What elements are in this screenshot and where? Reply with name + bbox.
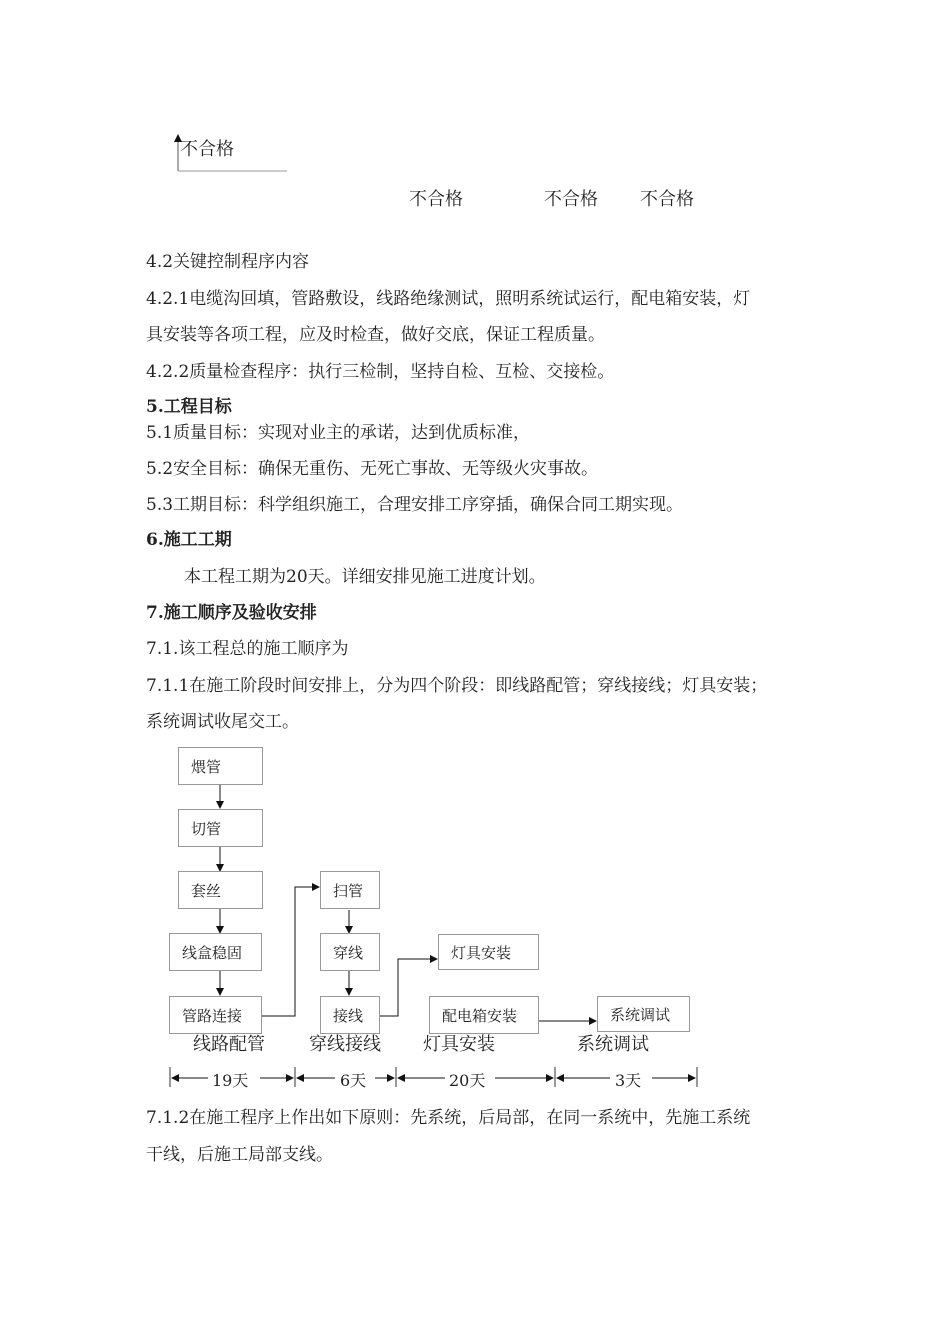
fail-label-2: 不合格	[409, 189, 463, 210]
heading-7: 7.施工顺序及验收安排	[146, 603, 317, 623]
fail-label-3: 不合格	[544, 189, 598, 210]
para-5-2: 5.2安全目标：确保无重伤、无死亡事故、无等级火灾事故。	[146, 459, 599, 479]
phase-label-3: 灯具安装	[423, 1034, 495, 1055]
box-xitong-tiaoshi: 系统调试	[597, 996, 690, 1032]
heading-4-2: 4.2关键控制程序内容	[146, 252, 310, 272]
box-guanlu-lianjie: 管路连接	[169, 996, 262, 1034]
fail-label-1: 不合格	[180, 139, 234, 160]
para-4-2-1-line2: 具安装等各项工程，应及时检查，做好交底，保证工程质量。	[146, 325, 605, 345]
box-qieguan: 切管	[178, 809, 263, 847]
para-5-3: 5.3工期目标：科学组织施工，合理安排工序穿插，确保合同工期实现。	[146, 495, 684, 515]
arrow-guanlu-to-saoguan	[262, 887, 319, 1016]
duration-2: 6天	[340, 1071, 367, 1090]
heading-5: 5.工程目标	[146, 397, 232, 417]
box-saoguan: 扫管	[320, 871, 380, 909]
phase-label-1: 线路配管	[193, 1034, 265, 1055]
para-4-2-1-line1: 4.2.1电缆沟回填，管路敷设，线路绝缘测试，照明系统试运行，配电箱安装，灯	[146, 289, 751, 309]
para-7-1-2-line2: 干线，后施工局部支线。	[146, 1145, 333, 1165]
box-chuanxian: 穿线	[320, 933, 380, 971]
box-taosi: 套丝	[178, 871, 263, 909]
para-7-1: 7.1.该工程总的施工顺序为	[146, 639, 349, 659]
para-7-1-1-line2: 系统调试收尾交工。	[146, 712, 299, 732]
para-7-1-1-line1: 7.1.1在施工阶段时间安排上，分为四个阶段：即线路配管；穿线接线；灯具安装；	[146, 676, 768, 696]
duration-1: 19天	[212, 1071, 249, 1090]
box-peidianxiang-anzhuang: 配电箱安装	[429, 996, 539, 1034]
para-5-1: 5.1质量目标：实现对业主的承诺，达到优质标准，	[146, 423, 531, 443]
para-4-2-2: 4.2.2质量检查程序：执行三检制，坚持自检、互检、交接检。	[146, 362, 615, 382]
phase-label-4: 系统调试	[577, 1034, 649, 1055]
para-6: 本工程工期为20天。详细安排见施工进度计划。	[184, 567, 546, 587]
heading-6: 6.施工工期	[146, 530, 232, 550]
duration-4: 3天	[615, 1071, 642, 1090]
box-xianhe-wengu: 线盒稳固	[169, 933, 262, 971]
duration-3: 20天	[449, 1071, 486, 1090]
phase-label-2: 穿线接线	[309, 1034, 381, 1055]
box-weiguan: 煨管	[178, 747, 263, 785]
para-7-1-2-line1: 7.1.2在施工程序上作出如下原则：先系统，后局部，在同一系统中，先施工系统	[146, 1108, 751, 1128]
box-dengju-anzhuang: 灯具安装	[438, 934, 539, 970]
box-jiexian: 接线	[320, 996, 380, 1034]
fail-label-4: 不合格	[640, 189, 694, 210]
